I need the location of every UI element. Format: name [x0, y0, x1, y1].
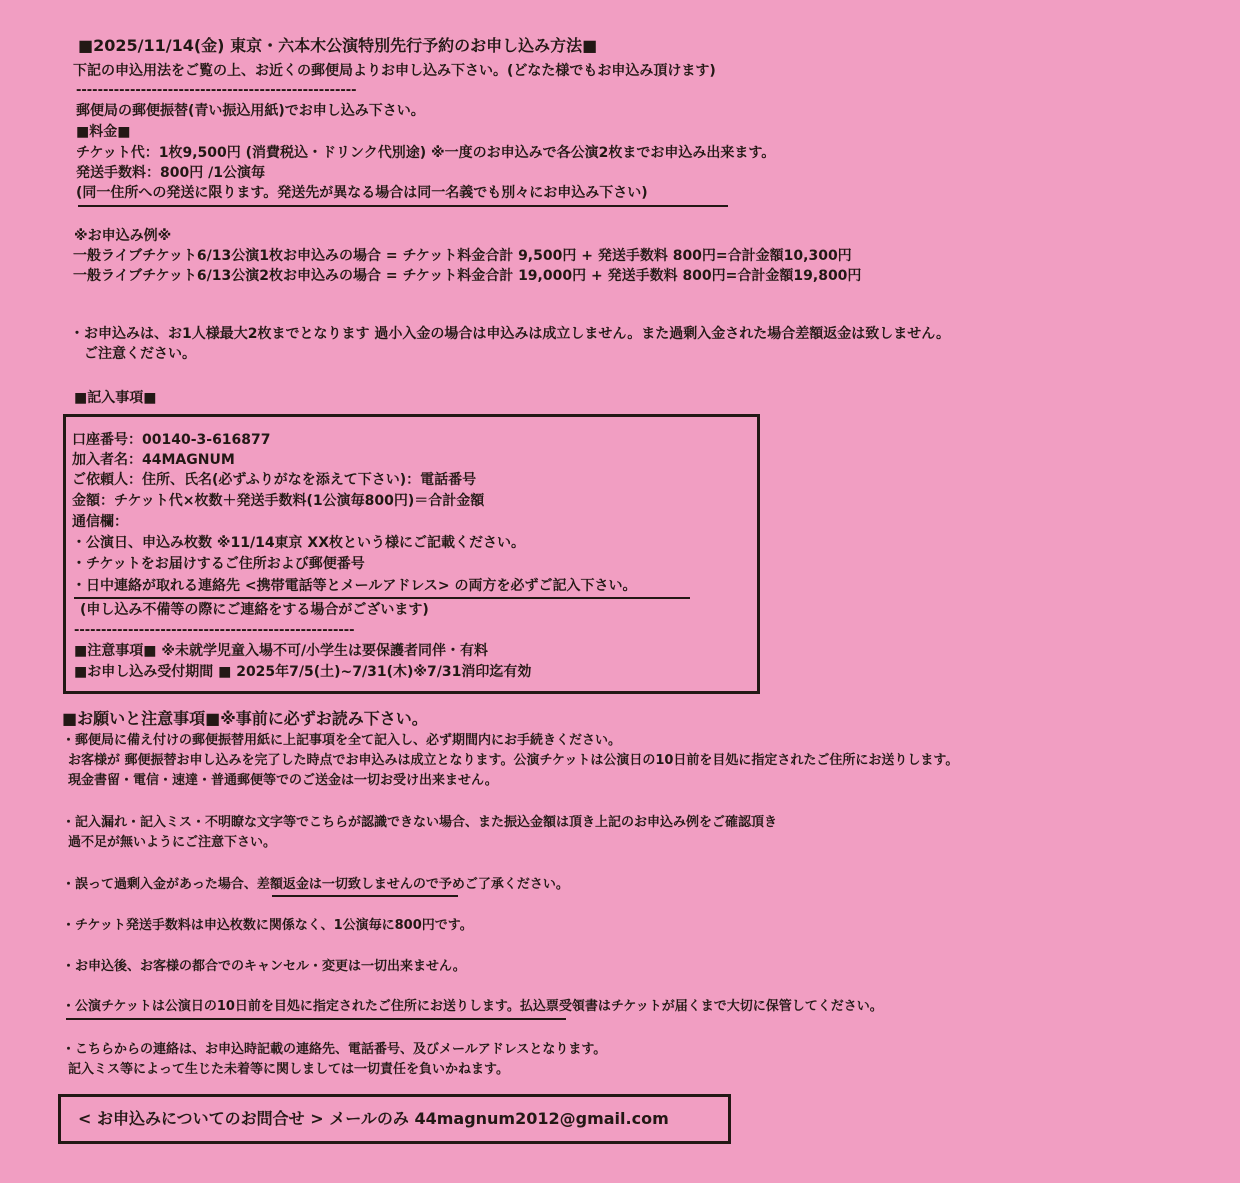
caution-text: ■注意事項■ ※未就学児童入場不可/小学生は要保護者同伴・有料: [74, 643, 489, 659]
comm-item-1: ・公演日、申込み枚数 ※11/14東京 XX枚という様にご記載ください。: [72, 535, 526, 551]
note-3: ・誤って過剰入金があった場合、差額返金は一切致しませんので予めご了承ください。: [62, 877, 569, 892]
comm-item-3-underline: [74, 597, 690, 599]
note-7b: 記入ミス等によって生じた未着等に関しましては一切責任を負いかねます。: [68, 1062, 509, 1077]
notes-heading: ■お願いと注意事項■※事前に必ずお読み下さい。: [62, 709, 428, 728]
note-1a: ・郵便局に備え付けの郵便振替用紙に上記事項を全て記入し、必ず期間内にお手続きください。: [62, 733, 622, 748]
example-heading: ※お申込み例※: [74, 228, 172, 244]
note-1c: 現金書留・電信・速達・普通郵便等でのご送金は一切お受け出来ません。: [68, 773, 498, 788]
note-6: ・公演チケットは公演日の10日前を目処に指定されたご住所にお送りします。払込票受領書はチケットが届くまで大切に保管してください。: [62, 999, 883, 1014]
contact-text: < お申込みについてのお問合せ > メールのみ 44magnum2012@gmail.com: [78, 1109, 669, 1128]
page-title: ■2025/11/14(金) 東京・六本木公演特別先行予約のお申し込み方法■: [78, 36, 598, 55]
shipping-note-text: (同一住所への発送に限ります。発送先が異なる場合は同一名義でも別々にお申込み下さい): [76, 185, 648, 201]
note-4: ・チケット発送手数料は申込枚数に関係なく、1公演毎に800円です。: [62, 918, 473, 933]
comm-item-3-note: (申し込み不備等の際にご連絡をする場合がございます): [80, 602, 429, 618]
note-3-underline: [272, 895, 458, 897]
shipping-note-underline: [78, 205, 728, 207]
period-text: ■お申し込み受付期間 ■ 2025年7/5(土)~7/31(木)※7/31消印迄有効: [74, 664, 532, 680]
note-5: ・お申込後、お客様の都合でのキャンセル・変更は一切出来ません。: [62, 959, 466, 974]
shipping-fee-text: 発送手数料：800円 /1公演毎: [76, 165, 265, 181]
limit-notice-cont: ご注意ください。: [84, 346, 196, 362]
entry-divider: ----------------------------------------------------: [74, 623, 355, 638]
comm-heading: 通信欄：: [72, 514, 128, 530]
note-2b: 過不足が無いようにご注意下さい。: [68, 835, 277, 850]
entry-heading: ■記入事項■: [74, 390, 157, 406]
divider-line: ----------------------------------------------------: [76, 83, 357, 98]
example-line-1: 一般ライブチケット6/13公演1枚お申込みの場合 = チケット料金合計 9,500円 + 発送手数料 800円=合計金額10,300円: [73, 248, 852, 264]
example-line-2: 一般ライブチケット6/13公演2枚お申込みの場合 = チケット料金合計 19,000円 + 発送手数料 800円=合計金額19,800円: [73, 268, 862, 284]
comm-item-2: ・チケットをお届けするご住所および郵便番号: [72, 556, 365, 572]
note-7a: ・こちらからの連絡は、お申込時記載の連絡先、電話番号、及びメールアドレスとなります。: [62, 1042, 607, 1057]
intro-text: 下記の申込用法をご覧の上、お近くの郵便局よりお申し込み下さい。(どなた様でもお申込み頂けます): [73, 63, 716, 79]
requester-info: ご依頼人：住所、氏名(必ずふりがなを添えて下さい)：電話番号: [72, 472, 477, 488]
amount-info: 金額：チケット代×枚数＋発送手数料(1公演毎800円)＝合計金額: [72, 493, 485, 509]
note-6-underline: [66, 1018, 566, 1020]
fee-heading: ■料金■: [76, 124, 131, 140]
account-number: 口座番号：00140-3-616877: [72, 432, 271, 448]
note-2a: ・記入漏れ・記入ミス・不明瞭な文字等でこちらが認識できない場合、また振込金額は頂き上記のお申込み例をご確認頂き: [62, 815, 778, 830]
account-name: 加入者名：44MAGNUM: [72, 452, 235, 468]
comm-item-3: ・日中連絡が取れる連絡先 <携帯電話等とメールアドレス> の両方を必ずご記入下さい。: [72, 578, 637, 594]
limit-notice: ・お申込みは、お1人様最大2枚までとなります 過小入金の場合は申込みは成立しません。また過剰入金された場合差額返金は致しません。: [70, 326, 951, 342]
ticket-price-text: チケット代：1枚9,500円 (消費税込・ドリンク代別途) ※一度のお申込みで各公演2枚までお申込み出来ます。: [76, 145, 776, 161]
note-1b: お客様が 郵便振替お申し込みを完了した時点でお申込みは成立となります。公演チケットは公演日の10日前を目処に指定されたご住所にお送りします。: [68, 753, 959, 768]
payment-method-text: 郵便局の郵便振替(青い振込用紙)でお申し込み下さい。: [76, 103, 425, 119]
